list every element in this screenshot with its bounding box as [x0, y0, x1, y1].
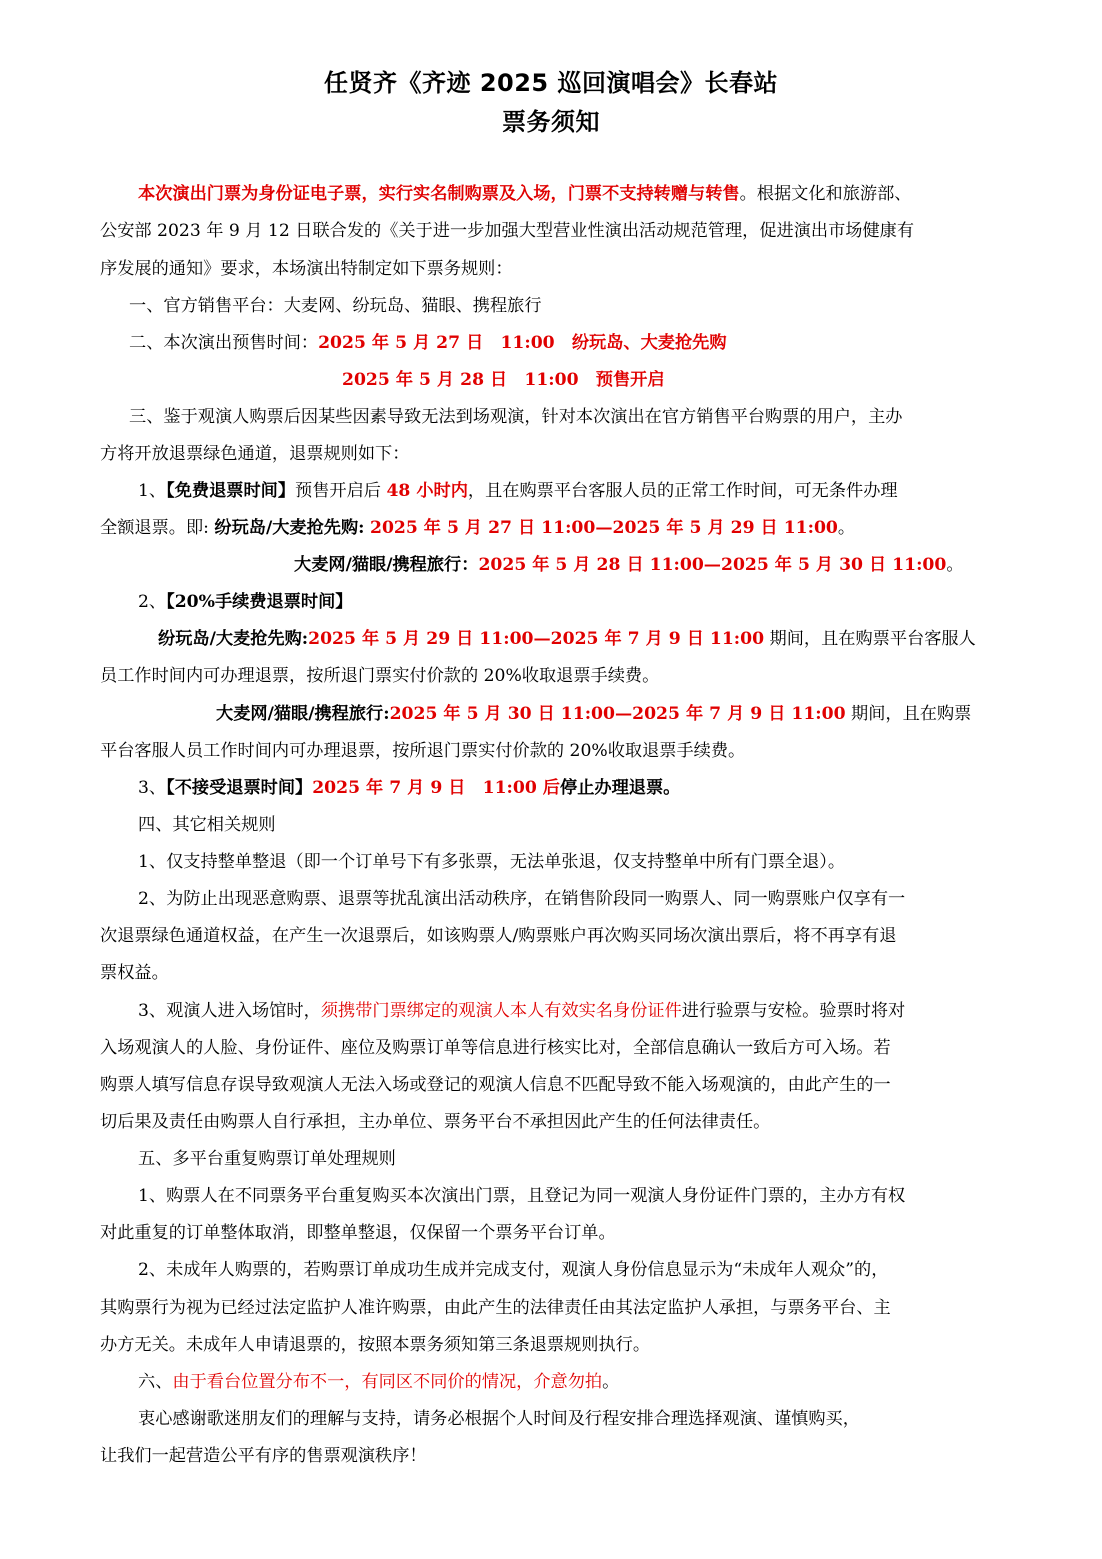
other-rule-3-line-2: 入场观演人的人脸、身份证件、座位及购票订单等信息进行核实比对，全部信息确认一致后方可入场。若: [100, 1038, 891, 1058]
intro-line-1: 本次演出门票为身份证电子票，实行实名制购票及入场，门票不支持转赠与转售。根据文化和旅游部、: [138, 184, 912, 204]
refund-rule-2-b-line-2: 平台客服人员工作时间内可办理退票，按所退门票实付价款的 20%收取退票手续费。: [100, 741, 746, 761]
seat-price-notice: 由于看台位置分布不一，有同区不同价的情况，介意勿拍: [172, 1372, 603, 1392]
section-2-presale: 二、本次演出预售时间：2025 年 5 月 27 日 11:00 纷玩岛、大麦抢先购: [129, 333, 727, 353]
id-card-requirement: 须携带门票绑定的观演人本人有效实名身份证件: [320, 1001, 682, 1021]
multi-platform-rule-1-line-2: 对此重复的订单整体取消，即整单整退，仅保留一个票务平台订单。: [100, 1223, 616, 1243]
section-6: 六、由于看台位置分布不一，有同区不同价的情况，介意勿拍。: [138, 1372, 620, 1392]
multi-platform-rule-2-line-1: 2、未成年人购票的，若购票订单成功生成并完成支付，观演人身份信息显示为“未成年人观众”的，: [138, 1260, 889, 1280]
multi-platform-rule-2-line-2: 其购票行为视为已经过法定监护人准许购票，由此产生的法律责任由其法定监护人承担，与票务平台、主: [100, 1298, 891, 1318]
multi-platform-rule-1-line-1: 1、购票人在不同票务平台重复购买本次演出门票，且登记为同一观演人身份证件门票的，主办方有权: [138, 1186, 906, 1206]
refund-rule-1-line-2: 全额退票。即: 纷玩岛/大麦抢先购: 2025 年 5 月 27 日 11:00—2025 年 5 月 29 日 11:00。: [100, 518, 856, 538]
other-rule-1: 1、仅支持整单整退（即一个订单号下有多张票，无法单张退，仅支持整单中所有门票全退）。: [138, 852, 846, 872]
page-subtitle: 票务须知: [502, 108, 600, 136]
refund-rule-1-line-3: 大麦网/猫眼/携程旅行：2025 年 5 月 28 日 11:00—2025 年 5 月 30 日 11:00。: [294, 555, 964, 575]
refund-rule-2-a: 纷玩岛/大麦抢先购:2025 年 5 月 29 日 11:00—2025 年 7 月 9 日 11:00 期间，且在购票平台客服人: [158, 629, 976, 649]
refund-rule-2-a-line-2: 员工作时间内可办理退票，按所退门票实付价款的 20%收取退票手续费。: [100, 666, 660, 686]
intro-line-3: 序发展的通知》要求，本场演出特制定如下票务规则：: [100, 259, 513, 279]
closing-line-1: 衷心感谢歌迷朋友们的理解与支持，请务必根据个人时间及行程安排合理选择观演、谨慎购买，: [138, 1409, 860, 1429]
other-rule-3-line-1: 3、观演人进入场馆时，须携带门票绑定的观演人本人有效实名身份证件进行验票与安检。验票时将对: [138, 1001, 906, 1021]
page-title: 任贤齐《齐迹 2025 巡回演唱会》长春站: [323, 69, 778, 97]
other-rule-3-line-4: 切后果及责任由购票人自行承担，主办单位、票务平台不承担因此产生的任何法律责任。: [100, 1112, 771, 1132]
presale-time-2: 2025 年 5 月 28 日 11:00 预售开启: [342, 370, 665, 390]
presale-time-1: 2025 年 5 月 27 日 11:00 纷玩岛、大麦抢先购: [318, 333, 727, 353]
other-rule-2-line-1: 2、为防止出现恶意购票、退票等扰乱演出活动秩序，在销售阶段同一购票人、同一购票账户仅享有一: [138, 889, 906, 909]
other-rule-2-line-2: 次退票绿色通道权益，在产生一次退票后，如该购票人/购票账户再次购买同场次演出票后，将不再享有退: [100, 926, 897, 946]
refund-rule-3: 3、【不接受退票时间】2025 年 7 月 9 日 11:00 后停止办理退票。: [138, 778, 681, 798]
other-rule-2-line-3: 票权益。: [100, 963, 169, 983]
section-4-heading: 四、其它相关规则: [138, 815, 276, 835]
section-1-platforms: 一、官方销售平台：大麦网、纷玩岛、猫眼、携程旅行: [129, 296, 542, 316]
refund-rule-2: 2、【20%手续费退票时间】: [138, 592, 353, 612]
other-rule-3-line-3: 购票人填写信息存误导致观演人无法入场或登记的观演人信息不匹配导致不能入场观演的，由此产生的一: [100, 1075, 891, 1095]
section-3-line-2: 方将开放退票绿色通道，退票规则如下：: [100, 444, 410, 464]
intro-line-2: 公安部 2023 年 9 月 12 日联合发的《关于进一步加强大型营业性演出活动规范管理，促进演出市场健康有: [100, 221, 915, 241]
refund-rule-1: 1、【免费退票时间】预售开启后 48 小时内，且在购票平台客服人员的正常工作时间，可无条件办理: [138, 481, 898, 501]
section-5-heading: 五、多平台重复购票订单处理规则: [138, 1149, 396, 1169]
multi-platform-rule-2-line-3: 办方无关。未成年人申请退票的，按照本票务须知第三条退票规则执行。: [100, 1335, 651, 1355]
intro-realname-notice: 本次演出门票为身份证电子票，实行实名制购票及入场，门票不支持转赠与转售: [138, 184, 740, 204]
refund-rule-2-b: 大麦网/猫眼/携程旅行:2025 年 5 月 30 日 11:00—2025 年 7 月 9 日 11:00 期间，且在购票: [216, 704, 972, 724]
section-3-line-1: 三、鉴于观演人购票后因某些因素导致无法到场观演，针对本次演出在官方销售平台购票的用户，主办: [129, 407, 903, 427]
closing-line-2: 让我们一起营造公平有序的售票观演秩序！: [100, 1446, 427, 1466]
